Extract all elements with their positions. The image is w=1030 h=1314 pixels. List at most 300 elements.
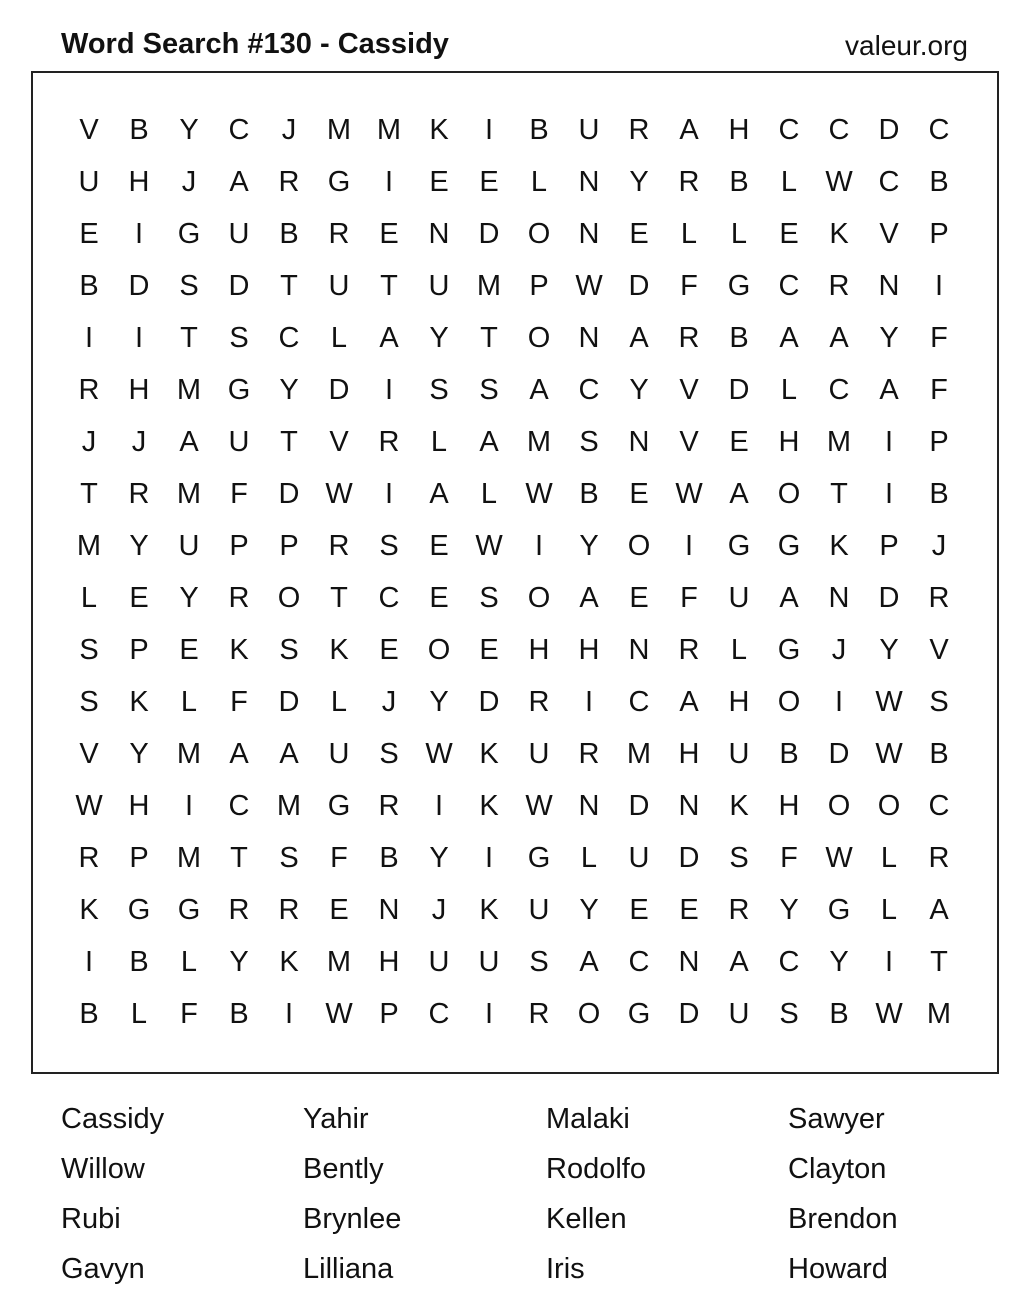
grid-letter: B xyxy=(729,166,749,198)
grid-letter: E xyxy=(629,478,649,510)
grid-letter: G xyxy=(177,894,201,926)
grid-letter: L xyxy=(880,894,898,926)
grid-letter: P xyxy=(129,842,149,874)
grid-letter: Y xyxy=(429,842,449,874)
grid-letter: I xyxy=(384,374,394,406)
grid-letter: D xyxy=(628,790,650,822)
grid-letter: N xyxy=(628,426,650,458)
grid-letter: I xyxy=(384,478,394,510)
grid-letter: R xyxy=(928,842,950,874)
grid-letter: F xyxy=(230,686,248,718)
grid-letter: R xyxy=(378,426,400,458)
grid-letter: N xyxy=(678,790,700,822)
grid-letter: M xyxy=(326,946,352,978)
grid-letter: A xyxy=(729,478,749,510)
grid-letter: E xyxy=(629,582,649,614)
grid-letter: M xyxy=(826,426,852,458)
grid-letter: E xyxy=(179,634,199,666)
grid-letter: U xyxy=(328,738,350,770)
grid-letter: A xyxy=(879,374,899,406)
word-list-item: Brendon xyxy=(788,1203,898,1235)
grid-letter: E xyxy=(479,166,499,198)
grid-letter: G xyxy=(327,166,351,198)
grid-letter: H xyxy=(378,946,400,978)
grid-letter: Y xyxy=(129,530,149,562)
grid-letter: Y xyxy=(879,322,899,354)
grid-letter: T xyxy=(830,478,848,510)
grid-letter: U xyxy=(728,582,750,614)
grid-letter: C xyxy=(628,946,650,978)
grid-letter: U xyxy=(628,842,650,874)
grid-letter: W xyxy=(475,530,503,562)
grid-letter: E xyxy=(429,582,449,614)
grid-letter: N xyxy=(578,218,600,250)
grid-letter: M xyxy=(476,270,502,302)
grid-letter: L xyxy=(580,842,598,874)
grid-letter: F xyxy=(930,322,948,354)
grid-letter: S xyxy=(929,686,949,718)
grid-letter: D xyxy=(278,478,300,510)
grid-letter: R xyxy=(228,582,250,614)
grid-letter: L xyxy=(780,374,798,406)
word-list-item: Howard xyxy=(788,1253,888,1285)
grid-letter: P xyxy=(929,218,949,250)
grid-letter: K xyxy=(729,790,749,822)
grid-letter: V xyxy=(79,738,99,770)
grid-letter: R xyxy=(328,530,350,562)
grid-letter: M xyxy=(76,530,102,562)
grid-letter: J xyxy=(181,166,197,198)
grid-letter: R xyxy=(78,842,100,874)
grid-letter: R xyxy=(78,374,100,406)
grid-letter: B xyxy=(929,478,949,510)
grid-letter: C xyxy=(228,114,250,146)
grid-letter: U xyxy=(728,738,750,770)
grid-letter: M xyxy=(526,426,552,458)
grid-letter: R xyxy=(528,998,550,1030)
grid-letter: B xyxy=(79,998,99,1030)
grid-letter: M xyxy=(376,114,402,146)
grid-letter: W xyxy=(525,790,553,822)
grid-letter: R xyxy=(328,218,350,250)
grid-letter: O xyxy=(777,478,801,510)
grid-letter: Y xyxy=(429,322,449,354)
grid-letter: K xyxy=(479,790,499,822)
grid-letter: K xyxy=(829,530,849,562)
grid-letter: R xyxy=(278,166,300,198)
grid-letter: I xyxy=(184,790,194,822)
grid-letter: D xyxy=(628,270,650,302)
grid-letter: D xyxy=(878,114,900,146)
grid-letter: R xyxy=(128,478,150,510)
grid-letter: N xyxy=(628,634,650,666)
word-list-item: Clayton xyxy=(788,1153,887,1185)
grid-letter: P xyxy=(529,270,549,302)
grid-letter: T xyxy=(280,426,298,458)
grid-letter: V xyxy=(679,374,699,406)
grid-letter: E xyxy=(729,426,749,458)
grid-letter: I xyxy=(484,998,494,1030)
grid-letter: J xyxy=(931,530,947,562)
grid-letter: I xyxy=(884,478,894,510)
grid-letter: O xyxy=(277,582,301,614)
grid-letter: T xyxy=(930,946,948,978)
grid-letter: M xyxy=(276,790,302,822)
grid-letter: G xyxy=(327,790,351,822)
grid-letter: R xyxy=(628,114,650,146)
grid-letter: G xyxy=(127,894,151,926)
grid-letter: R xyxy=(728,894,750,926)
grid-letter: K xyxy=(129,686,149,718)
grid-letter: C xyxy=(228,790,250,822)
grid-letter: Y xyxy=(629,166,649,198)
grid-letter: B xyxy=(379,842,399,874)
grid-letter: A xyxy=(679,114,699,146)
grid-letter: E xyxy=(329,894,349,926)
grid-letter: W xyxy=(325,998,353,1030)
grid-letter: U xyxy=(578,114,600,146)
grid-letter: A xyxy=(279,738,299,770)
grid-letter: I xyxy=(384,166,394,198)
grid-letter: E xyxy=(129,582,149,614)
grid-letter: C xyxy=(928,790,950,822)
grid-letter: B xyxy=(779,738,799,770)
grid-letter: G xyxy=(177,218,201,250)
grid-letter: S xyxy=(379,530,399,562)
grid-letter: B xyxy=(579,478,599,510)
word-list-item: Bently xyxy=(303,1153,384,1185)
grid-letter: V xyxy=(679,426,699,458)
grid-letter: W xyxy=(325,478,353,510)
grid-letter: S xyxy=(779,998,799,1030)
grid-letter: S xyxy=(579,426,599,458)
grid-letter: U xyxy=(428,946,450,978)
grid-letter: F xyxy=(330,842,348,874)
grid-letter: K xyxy=(479,738,499,770)
grid-letter: O xyxy=(527,582,551,614)
grid-letter: S xyxy=(229,322,249,354)
grid-letter: O xyxy=(427,634,451,666)
grid-letter: Y xyxy=(129,738,149,770)
grid-letter: D xyxy=(828,738,850,770)
grid-letter: D xyxy=(678,842,700,874)
grid-letter: E xyxy=(679,894,699,926)
grid-letter: P xyxy=(229,530,249,562)
grid-letter: I xyxy=(484,842,494,874)
grid-letter: C xyxy=(828,374,850,406)
grid-letter: S xyxy=(79,634,99,666)
grid-letter: C xyxy=(928,114,950,146)
grid-letter: R xyxy=(678,166,700,198)
grid-letter: A xyxy=(679,686,699,718)
grid-letter: L xyxy=(330,686,348,718)
grid-letter: W xyxy=(425,738,453,770)
grid-letter: L xyxy=(480,478,498,510)
grid-letter: Y xyxy=(879,634,899,666)
word-list-item: Brynlee xyxy=(303,1203,402,1235)
grid-letter: J xyxy=(281,114,297,146)
grid-letter: H xyxy=(728,114,750,146)
grid-letter: H xyxy=(128,374,150,406)
grid-letter: O xyxy=(827,790,851,822)
grid-letter: H xyxy=(778,790,800,822)
grid-letter: A xyxy=(579,582,599,614)
grid-letter: Y xyxy=(779,894,799,926)
grid-letter: M xyxy=(926,998,952,1030)
grid-letter: D xyxy=(228,270,250,302)
grid-letter: U xyxy=(228,426,250,458)
grid-letter: I xyxy=(884,426,894,458)
grid-letter: U xyxy=(528,738,550,770)
grid-letter: S xyxy=(529,946,549,978)
grid-letter: U xyxy=(178,530,200,562)
grid-letter: Y xyxy=(179,114,199,146)
grid-letter: Y xyxy=(629,374,649,406)
grid-letter: A xyxy=(829,322,849,354)
grid-letter: W xyxy=(75,790,103,822)
grid-letter: S xyxy=(479,582,499,614)
grid-letter: Y xyxy=(179,582,199,614)
grid-letter: T xyxy=(80,478,98,510)
grid-letter: E xyxy=(429,530,449,562)
grid-letter: W xyxy=(825,166,853,198)
grid-letter: B xyxy=(129,114,149,146)
grid-letter: Y xyxy=(829,946,849,978)
grid-letter: A xyxy=(929,894,949,926)
grid-letter: R xyxy=(578,738,600,770)
grid-letter: V xyxy=(329,426,349,458)
grid-letter: B xyxy=(529,114,549,146)
grid-letter: L xyxy=(530,166,548,198)
grid-letter: M xyxy=(176,738,202,770)
grid-letter: C xyxy=(428,998,450,1030)
grid-letter: C xyxy=(778,270,800,302)
grid-letter: M xyxy=(176,842,202,874)
grid-letter: L xyxy=(80,582,98,614)
grid-letter: E xyxy=(429,166,449,198)
word-list-item: Lilliana xyxy=(303,1253,394,1285)
grid-letter: Y xyxy=(579,894,599,926)
grid-letter: I xyxy=(434,790,444,822)
grid-letter: P xyxy=(279,530,299,562)
grid-letter: P xyxy=(129,634,149,666)
grid-letter: I xyxy=(284,998,294,1030)
grid-letter: W xyxy=(875,998,903,1030)
grid-letter: S xyxy=(429,374,449,406)
grid-letter: S xyxy=(379,738,399,770)
grid-letter: A xyxy=(779,322,799,354)
grid-letter: B xyxy=(229,998,249,1030)
grid-letter: K xyxy=(229,634,249,666)
grid-letter: N xyxy=(878,270,900,302)
grid-letter: M xyxy=(176,374,202,406)
grid-letter: N xyxy=(378,894,400,926)
grid-letter: H xyxy=(128,790,150,822)
grid-letter: V xyxy=(929,634,949,666)
letter-grid xyxy=(31,71,999,1074)
word-list-item: Willow xyxy=(61,1153,145,1185)
grid-letter: E xyxy=(629,218,649,250)
grid-letter: B xyxy=(129,946,149,978)
grid-letter: L xyxy=(430,426,448,458)
grid-letter: A xyxy=(779,582,799,614)
grid-letter: B xyxy=(829,998,849,1030)
grid-letter: Y xyxy=(429,686,449,718)
grid-letter: N xyxy=(578,322,600,354)
grid-letter: A xyxy=(179,426,199,458)
grid-letter: N xyxy=(578,790,600,822)
grid-letter: I xyxy=(934,270,944,302)
grid-letter: L xyxy=(730,218,748,250)
grid-letter: W xyxy=(875,738,903,770)
grid-letter: E xyxy=(779,218,799,250)
grid-letter: B xyxy=(929,738,949,770)
grid-letter: V xyxy=(879,218,899,250)
grid-letter: H xyxy=(778,426,800,458)
grid-letter: W xyxy=(825,842,853,874)
grid-letter: Y xyxy=(279,374,299,406)
grid-letter: I xyxy=(134,218,144,250)
grid-letter: Y xyxy=(579,530,599,562)
grid-letter: A xyxy=(229,738,249,770)
grid-letter: D xyxy=(728,374,750,406)
grid-letter: S xyxy=(479,374,499,406)
word-list-item: Iris xyxy=(546,1253,585,1285)
grid-letter: D xyxy=(278,686,300,718)
grid-letter: I xyxy=(534,530,544,562)
word-list-item: Malaki xyxy=(546,1103,630,1135)
grid-letter: R xyxy=(678,322,700,354)
grid-letter: O xyxy=(527,322,551,354)
grid-letter: R xyxy=(678,634,700,666)
grid-letter: Y xyxy=(229,946,249,978)
grid-letter: L xyxy=(330,322,348,354)
grid-letter: T xyxy=(330,582,348,614)
grid-letter: I xyxy=(484,114,494,146)
grid-letter: K xyxy=(479,894,499,926)
grid-letter: H xyxy=(728,686,750,718)
grid-letter: F xyxy=(180,998,198,1030)
grid-letter: W xyxy=(575,270,603,302)
grid-letter: O xyxy=(627,530,651,562)
grid-letter: P xyxy=(929,426,949,458)
word-list-item: Rubi xyxy=(61,1203,121,1235)
grid-letter: L xyxy=(780,166,798,198)
grid-letter: F xyxy=(930,374,948,406)
grid-letter: F xyxy=(680,270,698,302)
grid-letter: D xyxy=(328,374,350,406)
grid-letter: I xyxy=(884,946,894,978)
grid-letter: C xyxy=(778,114,800,146)
grid-letter: M xyxy=(176,478,202,510)
grid-letter: G xyxy=(777,634,801,666)
grid-letter: P xyxy=(379,998,399,1030)
grid-letter: U xyxy=(728,998,750,1030)
grid-letter: B xyxy=(279,218,299,250)
grid-letter: I xyxy=(584,686,594,718)
grid-letter: A xyxy=(229,166,249,198)
grid-letter: C xyxy=(778,946,800,978)
grid-letter: J xyxy=(431,894,447,926)
grid-letter: U xyxy=(328,270,350,302)
word-list-item: Kellen xyxy=(546,1203,627,1235)
grid-letter: E xyxy=(479,634,499,666)
grid-letter: N xyxy=(578,166,600,198)
grid-letter: U xyxy=(228,218,250,250)
grid-letter: M xyxy=(326,114,352,146)
grid-letter: G xyxy=(827,894,851,926)
grid-letter: L xyxy=(880,842,898,874)
grid-letter: L xyxy=(680,218,698,250)
grid-letter: F xyxy=(230,478,248,510)
word-list-item: Rodolfo xyxy=(546,1153,646,1185)
grid-letter: J xyxy=(81,426,97,458)
grid-letter: B xyxy=(729,322,749,354)
grid-letter: M xyxy=(626,738,652,770)
grid-letter: O xyxy=(877,790,901,822)
grid-letter: I xyxy=(84,946,94,978)
grid-letter: N xyxy=(678,946,700,978)
grid-letter: R xyxy=(378,790,400,822)
grid-letter: R xyxy=(928,582,950,614)
grid-letter: T xyxy=(380,270,398,302)
grid-letter: E xyxy=(379,634,399,666)
grid-letter: K xyxy=(329,634,349,666)
grid-letter: B xyxy=(929,166,949,198)
grid-letter: L xyxy=(730,634,748,666)
grid-letter: T xyxy=(180,322,198,354)
grid-letter: J xyxy=(381,686,397,718)
grid-letter: C xyxy=(878,166,900,198)
grid-letter: P xyxy=(879,530,899,562)
grid-letter: T xyxy=(480,322,498,354)
grid-letter: A xyxy=(379,322,399,354)
grid-letter: S xyxy=(79,686,99,718)
grid-letter: U xyxy=(528,894,550,926)
grid-letter: G xyxy=(727,270,751,302)
grid-letter: S xyxy=(729,842,749,874)
grid-letter: E xyxy=(379,218,399,250)
grid-letter: O xyxy=(527,218,551,250)
site-name: valeur.org xyxy=(845,30,968,61)
grid-letter: S xyxy=(279,634,299,666)
grid-letter: I xyxy=(134,322,144,354)
grid-letter: A xyxy=(629,322,649,354)
grid-letter: H xyxy=(578,634,600,666)
grid-letter: I xyxy=(834,686,844,718)
grid-letter: R xyxy=(828,270,850,302)
grid-letter: A xyxy=(579,946,599,978)
grid-letter: O xyxy=(777,686,801,718)
grid-letter: D xyxy=(478,218,500,250)
grid-letter: U xyxy=(78,166,100,198)
word-list-item: Gavyn xyxy=(61,1253,145,1285)
grid-letter: G xyxy=(627,998,651,1030)
word-list-item: Sawyer xyxy=(788,1103,885,1135)
grid-letter: E xyxy=(79,218,99,250)
grid-letter: K xyxy=(829,218,849,250)
grid-letter: I xyxy=(684,530,694,562)
grid-letter: N xyxy=(428,218,450,250)
grid-letter: K xyxy=(79,894,99,926)
grid-letter: C xyxy=(378,582,400,614)
grid-letter: L xyxy=(180,946,198,978)
grid-letter: C xyxy=(278,322,300,354)
grid-letter: K xyxy=(429,114,449,146)
grid-letter: R xyxy=(528,686,550,718)
grid-letter: U xyxy=(478,946,500,978)
grid-letter: T xyxy=(230,842,248,874)
